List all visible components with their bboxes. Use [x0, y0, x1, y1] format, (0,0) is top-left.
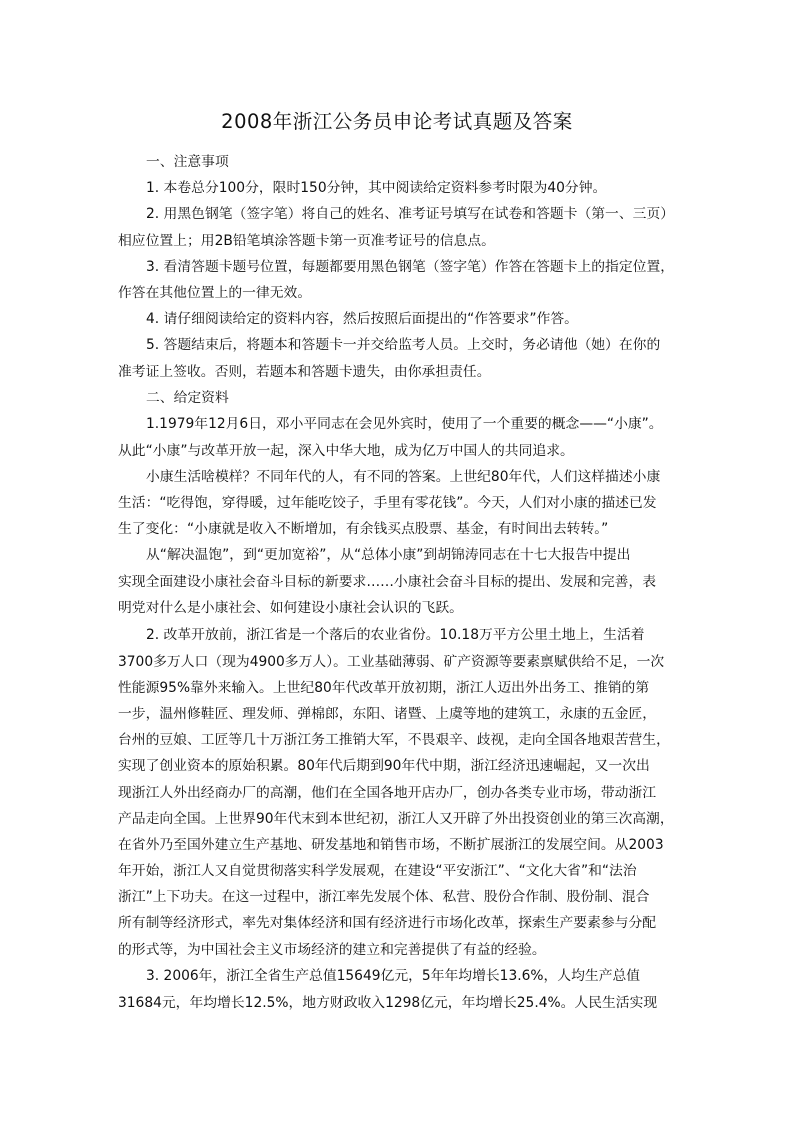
body-line: 1. 本卷总分100分，限时150分钟，其中阅读给定资料参考时限为40分钟。 [146, 180, 607, 196]
body-line: 的形式等，为中国社会主义市场经济的建立和完善提供了有益的经验。 [118, 942, 546, 958]
body-line: 浙江”上下功夫。在这一过程中，浙江率先发展个体、私营、股份合作制、股份制、混合 [118, 889, 650, 905]
body-line: 小康生活啥模样？不同年代的人，有不同的答案。上世纪80年代，人们这样描述小康 [146, 469, 661, 485]
body-line: 相应位置上；用2B铅笔填涂答题卡第一页准考证号的信息点。 [118, 233, 495, 249]
body-line: 从此“小康”与改革开放一起，深入中华大地，成为亿万中国人的共同追求。 [118, 443, 574, 459]
body-line: 生了变化：“小康就是收入不断增加，有余钱买点股票、基金，有时间出去转转。” [118, 521, 609, 537]
body-line: 性能源95%靠外来输入。上世纪80年代改革开放初期，浙江人迈出外出务工、推销的第 [118, 680, 650, 696]
body-line: 生活：“吃得饱，穿得暖，过年能吃饺子，手里有零花钱”。今天，人们对小康的描述已发 [118, 495, 657, 511]
body-line: 年开始，浙江人又自觉贯彻落实科学发展观，在建设“平安浙江”、“文化大省”和“法治 [118, 863, 637, 879]
document-title: 2008年浙江公务员申论考试真题及答案 [221, 110, 573, 133]
body-line: 2. 用黑色钢笔（签字笔）将自己的姓名、准考证号填写在试卷和答题卡（第一、三页） [146, 206, 675, 222]
body-line: 实现全面建设小康社会奋斗目标的新要求……小康社会奋斗目标的提出、发展和完善，表 [118, 574, 657, 590]
body-line: 一步，温州修鞋匠、理发师、弹棉郎，东阳、诸暨、上虞等地的建筑工，永康的五金匠， [118, 706, 657, 722]
body-line: 3. 2006年，浙江全省生产总值15649亿元，5年年均增长13.6%，人均生产总值 [146, 968, 641, 984]
body-line: 2. 改革开放前，浙江省是一个落后的农业省份。10.18万平方公里土地上，生活着 [146, 627, 645, 643]
body-line: 所有制等经济形式，率先对集体经济和国有经济进行市场化改革，探索生产要素参与分配 [118, 915, 657, 931]
body-line: 产品走向全国。上世界90年代末到本世纪初，浙江人又开辟了外出投资创业的第三次高潮， [118, 811, 674, 827]
body-line: 3. 看清答题卡题号位置，每题都要用黑色钢笔（签字笔）作答在答题卡上的指定位置， [146, 259, 675, 275]
body-line: 现浙江人外出经商办厂的高潮，他们在全国各地开店办厂，创办各类专业市场，带动浙江 [118, 785, 657, 801]
body-line: 作答在其他位置上的一律无效。 [118, 285, 312, 301]
body-line: 实现了创业资本的原始积累。80年代后期到90年代中期，浙江经济迅速崛起，又一次出 [118, 758, 650, 774]
body-line: 1.1979年12月6日，邓小平同志在会见外宾时，使用了一个重要的概念——“小康”。 [146, 416, 663, 432]
body-line: 在省外乃至国外建立生产基地、研发基地和销售市场，不断扩展浙江的发展空间。从2003 [118, 837, 664, 853]
body-line: 31684元，年均增长12.5%，地方财政收入1298亿元，年均增长25.4%。人民生活实现 [118, 995, 658, 1011]
body-line: 明党对什么是小康社会、如何建设小康社会认识的飞跃。 [118, 600, 463, 616]
body-line: 3700多万人口（现为4900多万人）。工业基础薄弱、矿产资源等要素禀赋供给不足，一次 [118, 654, 665, 670]
body-line: 4. 请仔细阅读给定的资料内容，然后按照后面提出的“作答要求”作答。 [146, 311, 578, 327]
body-line: 从“解决温饱”，到“更加宽裕”，从“总体小康”到胡锦涛同志在十七大报告中提出 [146, 547, 631, 563]
body-line: 一、注意事项 [146, 154, 229, 170]
body-line: 准考证上签收。否则，若题本和答题卡遗失，由你承担责任。 [118, 364, 491, 380]
body-line: 二、给定资料 [146, 390, 229, 406]
body-line: 台州的豆娘、工匠等几十万浙江务工推销大军，不畏艰辛、歧视，走向全国各地艰苦营生， [118, 732, 670, 748]
body-line: 5. 答题结束后，将题本和答题卡一并交给监考人员。上交时，务必请他（她）在你的 [146, 337, 661, 353]
